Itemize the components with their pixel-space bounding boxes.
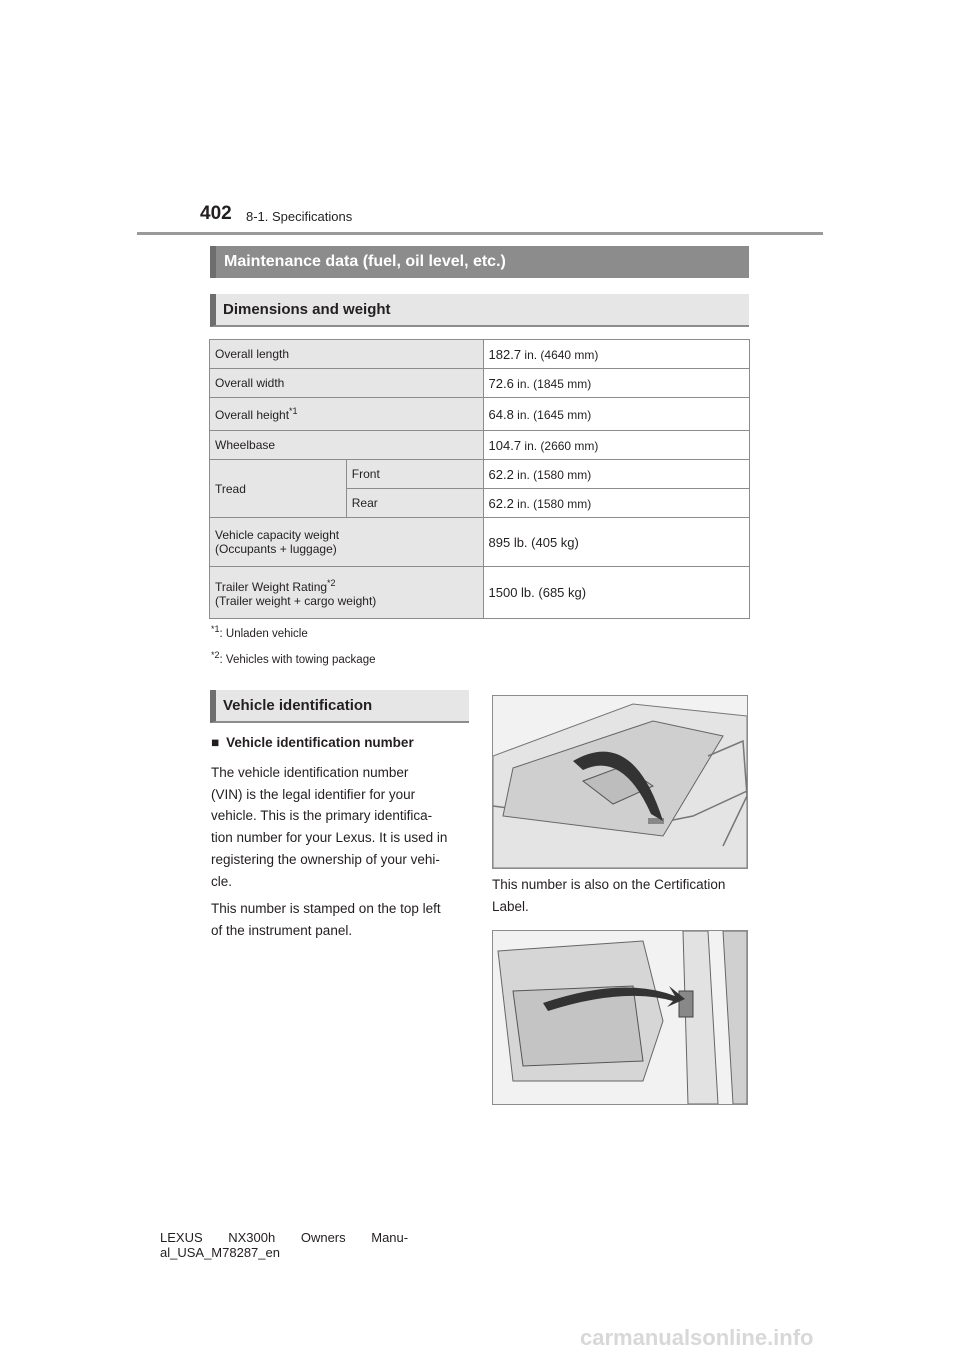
footnote-1: $^{*1}$: Unladen vehicle [211, 624, 308, 640]
capacity-label: Vehicle capacity weight (Occupants + luggage) [210, 518, 484, 567]
tread-front-label: Front [346, 460, 483, 489]
tread-front-value: 62.2 in. (1580 mm) [483, 460, 749, 489]
table-row [210, 340, 750, 369]
document-footer: LEXUS NX300h Owners Manu- al_USA_M78287_en [160, 1230, 409, 1260]
overall-height-label: Overall height$^{*1}$ [210, 398, 484, 431]
table-row [210, 369, 750, 398]
trailer-label: Trailer Weight Rating$^{*2}$ (Trailer weight + cargo weight) [210, 567, 484, 619]
trailer-value: 1500 lb. (685 kg) [483, 567, 749, 619]
section-title: 8-1. Specifications [246, 209, 353, 224]
page-number: 402 [200, 203, 232, 224]
capacity-value: 895 lb. (405 kg) [483, 518, 749, 567]
vehicle-id-heading: Vehicle identification [210, 690, 469, 723]
vin-subheading: ■ Vehicle identification number [211, 735, 414, 750]
table-row [210, 431, 750, 460]
overall-width-value: 72.6 in. (1845 mm) [483, 369, 749, 398]
overall-width-label: Overall width [210, 369, 484, 398]
vin-location-paragraph: This number is stamped on the top left of the instrument panel. [211, 901, 441, 938]
footnote-2: $^{*2}$: Vehicles with towing package [211, 650, 376, 666]
dimensions-heading: Dimensions and weight [210, 294, 749, 327]
table-row [210, 567, 750, 619]
tread-label: Tread [210, 460, 347, 518]
certification-caption: This number is also on the Certification Label. [492, 877, 726, 914]
watermark: carmanualsonline.info [580, 1325, 814, 1350]
overall-height-value: 64.8 in. (1645 mm) [483, 398, 749, 431]
header-rule [137, 232, 823, 235]
table-row [210, 518, 750, 567]
table-row [210, 460, 750, 489]
wheelbase-label: Wheelbase [210, 431, 484, 460]
door-pillar-label-illustration [492, 930, 748, 1105]
chapter-banner: Maintenance data (fuel, oil level, etc.) [210, 246, 749, 278]
vin-paragraph: The vehicle identification number (VIN) is the legal identifier for your vehicle. This is the primary identifica- tion number for your Lexus. It is used in registering the ownership of your vehi- cle. [211, 765, 448, 889]
windshield-vin-illustration [492, 695, 748, 869]
overall-length-value: 182.7 in. (4640 mm) [483, 340, 749, 369]
bullet-icon: ■ [211, 735, 220, 750]
overall-length-label: Overall length [210, 340, 484, 369]
dimensions-table [209, 339, 750, 619]
tread-rear-value: 62.2 in. (1580 mm) [483, 489, 749, 518]
wheelbase-value: 104.7 in. (2660 mm) [483, 431, 749, 460]
table-row [210, 398, 750, 431]
tread-rear-label: Rear [346, 489, 483, 518]
